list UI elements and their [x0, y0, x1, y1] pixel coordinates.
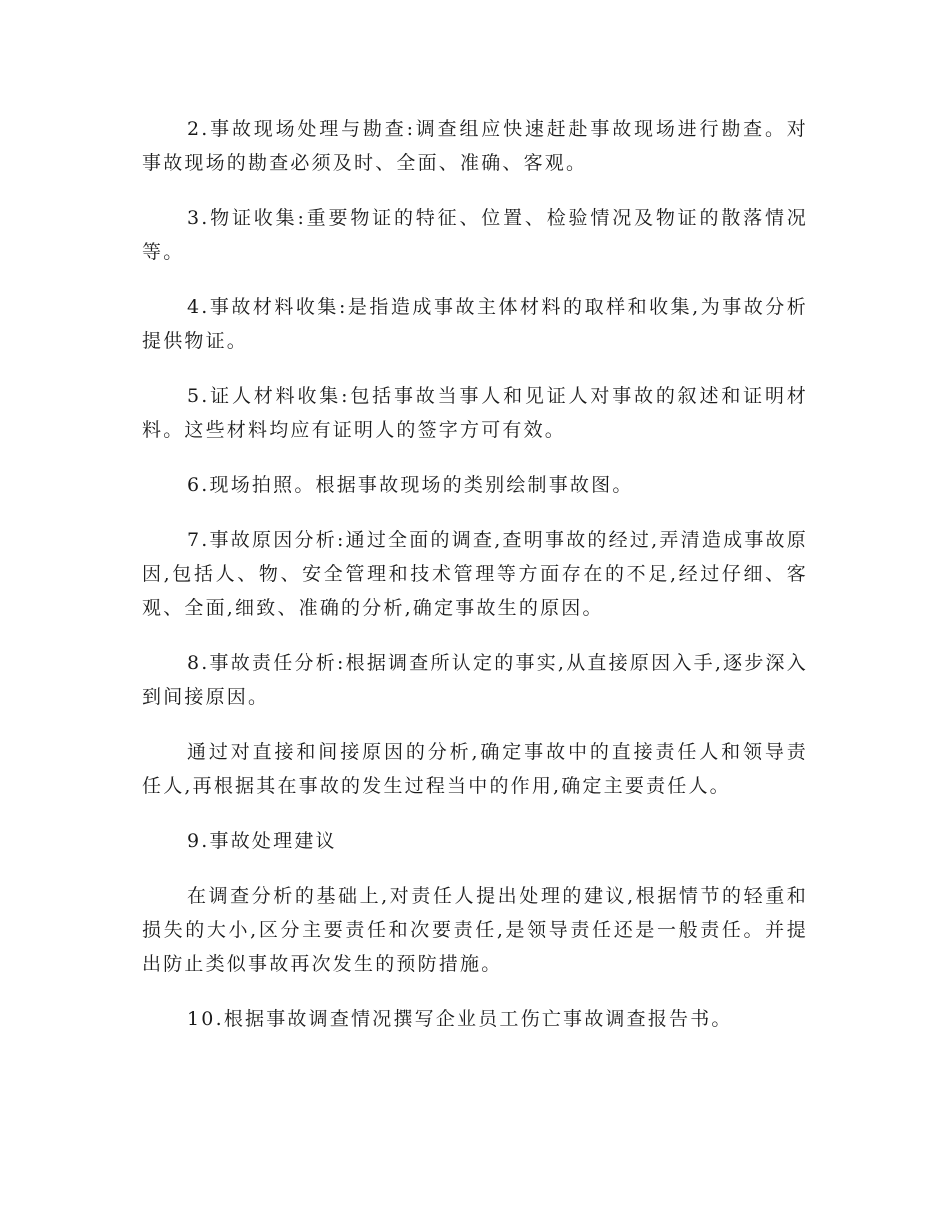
paragraph-item-4-material-collection: 4.事故材料收集:是指造成事故主体材料的取样和收集,为事故分析提供物证。	[142, 296, 808, 352]
paragraph-item-10-report-writing: 10.根据事故调查情况撰写企业员工伤亡事故调查报告书。	[187, 1008, 733, 1030]
paragraph-responsibility-determination: 通过对直接和间接原因的分析,确定事故中的直接责任人和领导责任人,再根据其在事故的发生过程当中的作用,确定主要责任人。	[142, 741, 808, 797]
paragraph-item-3-evidence-collection: 3.物证收集:重要物证的特征、位置、检验情况及物证的散落情况等。	[142, 207, 808, 263]
paragraph-item-5-witness-materials: 5.证人材料收集:包括事故当事人和见证人对事故的叙述和证明材料。这些材料均应有证明人的签字方可有效。	[142, 385, 808, 441]
paragraph-handling-details: 在调查分析的基础上,对责任人提出处理的建议,根据情节的轻重和损失的大小,区分主要责任和次要责任,是领导责任还是一般责任。并提出防止类似事故再次发生的预防措施。	[142, 885, 808, 975]
paragraph-item-2-site-investigation: 2.事故现场处理与勘查:调查组应快速赶赴事故现场进行勘查。对事故现场的勘查必须及时、全面、准确、客观。	[142, 118, 808, 174]
paragraph-item-7-cause-analysis: 7.事故原因分析:通过全面的调查,查明事故的经过,弄清造成事故原因,包括人、物、安全管理和技术管理等方面存在的不足,经过仔细、客观、全面,细致、准确的分析,确定事故生的原因。	[142, 529, 808, 619]
paragraph-item-6-site-photography: 6.现场拍照。根据事故现场的类别绘制事故图。	[187, 474, 634, 496]
document-body	[142, 112, 808, 1057]
paragraph-item-8-responsibility-analysis: 8.事故责任分析:根据调查所认定的事实,从直接原因入手,逐步深入到间接原因。	[142, 652, 808, 708]
paragraph-item-9-handling-suggestions: 9.事故处理建议	[187, 830, 337, 852]
